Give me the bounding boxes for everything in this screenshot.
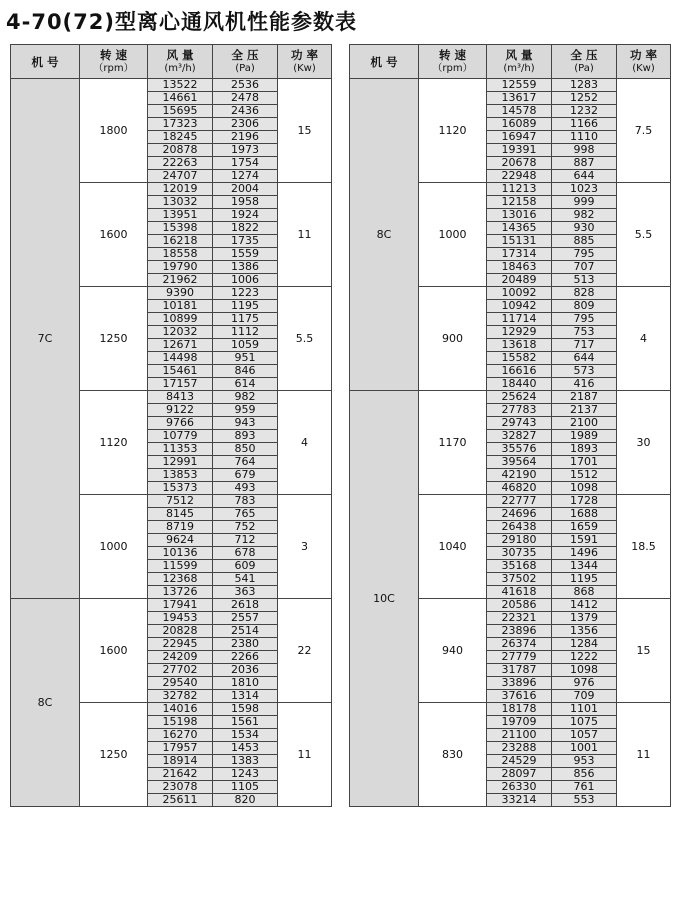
pressure-cell: 943 xyxy=(213,417,278,430)
header-speed-unit: （rpm） xyxy=(432,62,473,74)
flow-cell: 9766 xyxy=(148,417,213,430)
pressure-cell: 1973 xyxy=(213,144,278,157)
power-cell: 5.5 xyxy=(278,287,332,391)
speed-cell: 900 xyxy=(419,287,487,391)
pressure-cell: 1496 xyxy=(552,547,617,560)
flow-cell: 12671 xyxy=(148,339,213,352)
pressure-cell: 1688 xyxy=(552,508,617,521)
flow-cell: 22945 xyxy=(148,638,213,651)
pressure-cell: 850 xyxy=(213,443,278,456)
flow-cell: 15373 xyxy=(148,482,213,495)
flow-cell: 24209 xyxy=(148,651,213,664)
speed-cell: 1120 xyxy=(419,79,487,183)
pressure-cell: 2306 xyxy=(213,118,278,131)
flow-cell: 22948 xyxy=(487,170,552,183)
pressure-cell: 2436 xyxy=(213,105,278,118)
speed-cell: 1000 xyxy=(419,183,487,287)
speed-cell: 1040 xyxy=(419,495,487,599)
header-speed xyxy=(419,45,487,79)
flow-cell: 10899 xyxy=(148,313,213,326)
power-cell: 5.5 xyxy=(617,183,671,287)
flow-cell: 20678 xyxy=(487,157,552,170)
speed-cell: 1120 xyxy=(80,391,148,495)
header-speed-label: 转 速 xyxy=(99,47,127,62)
table-row xyxy=(11,79,332,92)
header-model-label: 机 号 xyxy=(370,54,398,69)
pressure-cell: 709 xyxy=(552,690,617,703)
flow-cell: 18440 xyxy=(487,378,552,391)
pressure-cell: 795 xyxy=(552,313,617,326)
header-model xyxy=(350,45,419,79)
performance-table-right xyxy=(349,44,671,807)
pressure-cell: 752 xyxy=(213,521,278,534)
header-power xyxy=(617,45,671,79)
pressure-cell: 1166 xyxy=(552,118,617,131)
header-pressure-unit: (Pa) xyxy=(574,62,594,74)
flow-cell: 20586 xyxy=(487,599,552,612)
flow-cell: 9390 xyxy=(148,287,213,300)
header-flow-unit: (m³/h) xyxy=(503,62,535,74)
flow-cell: 29180 xyxy=(487,534,552,547)
pressure-cell: 1810 xyxy=(213,677,278,690)
header-pressure xyxy=(213,45,278,79)
flow-cell: 23078 xyxy=(148,781,213,794)
flow-cell: 8145 xyxy=(148,508,213,521)
pressure-cell: 1728 xyxy=(552,495,617,508)
header-power xyxy=(278,45,332,79)
header-speed-label: 转 速 xyxy=(438,47,466,62)
header-speed-unit: （rpm） xyxy=(93,62,134,74)
flow-cell: 33896 xyxy=(487,677,552,690)
flow-cell: 28097 xyxy=(487,768,552,781)
flow-cell: 18914 xyxy=(148,755,213,768)
power-cell: 4 xyxy=(278,391,332,495)
flow-cell: 14578 xyxy=(487,105,552,118)
pressure-cell: 2100 xyxy=(552,417,617,430)
speed-cell: 1000 xyxy=(80,495,148,599)
pressure-cell: 1243 xyxy=(213,768,278,781)
speed-cell: 1170 xyxy=(419,391,487,495)
flow-cell: 8413 xyxy=(148,391,213,404)
flow-cell: 27779 xyxy=(487,651,552,664)
pressure-cell: 2380 xyxy=(213,638,278,651)
flow-cell: 14016 xyxy=(148,703,213,716)
pressure-cell: 1283 xyxy=(552,79,617,92)
pressure-cell: 1110 xyxy=(552,131,617,144)
pressure-cell: 1735 xyxy=(213,235,278,248)
table-body-left xyxy=(11,79,332,807)
flow-cell: 39564 xyxy=(487,456,552,469)
pressure-cell: 717 xyxy=(552,339,617,352)
pressure-cell: 846 xyxy=(213,365,278,378)
pressure-cell: 999 xyxy=(552,196,617,209)
header-power-unit: (Kw) xyxy=(293,62,316,74)
header-pressure-label: 全 压 xyxy=(570,47,598,62)
power-cell: 11 xyxy=(278,183,332,287)
flow-cell: 13016 xyxy=(487,209,552,222)
header-power-label: 功 率 xyxy=(629,47,657,62)
flow-cell: 12158 xyxy=(487,196,552,209)
flow-cell: 17314 xyxy=(487,248,552,261)
flow-cell: 37616 xyxy=(487,690,552,703)
flow-cell: 19790 xyxy=(148,261,213,274)
flow-cell: 12559 xyxy=(487,79,552,92)
pressure-cell: 976 xyxy=(552,677,617,690)
flow-cell: 41618 xyxy=(487,586,552,599)
pressure-cell: 1222 xyxy=(552,651,617,664)
header-row xyxy=(11,45,332,79)
pressure-cell: 1598 xyxy=(213,703,278,716)
pressure-cell: 1006 xyxy=(213,274,278,287)
performance-table-left xyxy=(10,44,332,807)
flow-cell: 20489 xyxy=(487,274,552,287)
header-power-label: 功 率 xyxy=(290,47,318,62)
model-cell: 8C xyxy=(350,79,419,391)
power-cell: 11 xyxy=(617,703,671,807)
header-model-label: 机 号 xyxy=(31,54,59,69)
flow-cell: 15461 xyxy=(148,365,213,378)
flow-cell: 12032 xyxy=(148,326,213,339)
pressure-cell: 1195 xyxy=(552,573,617,586)
pressure-cell: 1561 xyxy=(213,716,278,729)
power-cell: 15 xyxy=(617,599,671,703)
pressure-cell: 609 xyxy=(213,560,278,573)
pressure-cell: 795 xyxy=(552,248,617,261)
flow-cell: 21962 xyxy=(148,274,213,287)
pressure-cell: 1924 xyxy=(213,209,278,222)
pressure-cell: 2036 xyxy=(213,664,278,677)
flow-cell: 15582 xyxy=(487,352,552,365)
flow-cell: 17323 xyxy=(148,118,213,131)
flow-cell: 29540 xyxy=(148,677,213,690)
flow-cell: 18245 xyxy=(148,131,213,144)
pressure-cell: 764 xyxy=(213,456,278,469)
pressure-cell: 2196 xyxy=(213,131,278,144)
flow-cell: 12019 xyxy=(148,183,213,196)
flow-cell: 11353 xyxy=(148,443,213,456)
speed-cell: 1800 xyxy=(80,79,148,183)
power-cell: 4 xyxy=(617,287,671,391)
pressure-cell: 1659 xyxy=(552,521,617,534)
flow-cell: 20878 xyxy=(148,144,213,157)
pressure-cell: 2187 xyxy=(552,391,617,404)
flow-cell: 29743 xyxy=(487,417,552,430)
flow-cell: 32782 xyxy=(148,690,213,703)
flow-cell: 46820 xyxy=(487,482,552,495)
pressure-cell: 1001 xyxy=(552,742,617,755)
pressure-cell: 809 xyxy=(552,300,617,313)
flow-cell: 26438 xyxy=(487,521,552,534)
pressure-cell: 493 xyxy=(213,482,278,495)
flow-cell: 15398 xyxy=(148,222,213,235)
pressure-cell: 1379 xyxy=(552,612,617,625)
power-cell: 7.5 xyxy=(617,79,671,183)
flow-cell: 11599 xyxy=(148,560,213,573)
flow-cell: 10136 xyxy=(148,547,213,560)
header-pressure-unit: (Pa) xyxy=(235,62,255,74)
pressure-cell: 644 xyxy=(552,352,617,365)
header-flow xyxy=(487,45,552,79)
flow-cell: 42190 xyxy=(487,469,552,482)
flow-cell: 22263 xyxy=(148,157,213,170)
flow-cell: 23896 xyxy=(487,625,552,638)
pressure-cell: 1453 xyxy=(213,742,278,755)
flow-cell: 25624 xyxy=(487,391,552,404)
pressure-cell: 1105 xyxy=(213,781,278,794)
header-flow-unit: (m³/h) xyxy=(164,62,196,74)
header-row xyxy=(350,45,671,79)
pressure-cell: 893 xyxy=(213,430,278,443)
pressure-cell: 707 xyxy=(552,261,617,274)
flow-cell: 11714 xyxy=(487,313,552,326)
pressure-cell: 1075 xyxy=(552,716,617,729)
pressure-cell: 1314 xyxy=(213,690,278,703)
flow-cell: 26330 xyxy=(487,781,552,794)
pressure-cell: 614 xyxy=(213,378,278,391)
flow-cell: 17957 xyxy=(148,742,213,755)
flow-cell: 35576 xyxy=(487,443,552,456)
flow-cell: 15198 xyxy=(148,716,213,729)
flow-cell: 18178 xyxy=(487,703,552,716)
flow-cell: 9122 xyxy=(148,404,213,417)
pressure-cell: 1512 xyxy=(552,469,617,482)
pressure-cell: 959 xyxy=(213,404,278,417)
flow-cell: 15131 xyxy=(487,235,552,248)
header-model xyxy=(11,45,80,79)
pressure-cell: 1412 xyxy=(552,599,617,612)
flow-cell: 27783 xyxy=(487,404,552,417)
flow-cell: 21100 xyxy=(487,729,552,742)
flow-cell: 21642 xyxy=(148,768,213,781)
pressure-cell: 416 xyxy=(552,378,617,391)
pressure-cell: 2004 xyxy=(213,183,278,196)
pressure-cell: 1175 xyxy=(213,313,278,326)
header-flow xyxy=(148,45,213,79)
flow-cell: 13726 xyxy=(148,586,213,599)
pressure-cell: 513 xyxy=(552,274,617,287)
pressure-cell: 753 xyxy=(552,326,617,339)
flow-cell: 10942 xyxy=(487,300,552,313)
pressure-cell: 868 xyxy=(552,586,617,599)
pressure-cell: 1195 xyxy=(213,300,278,313)
flow-cell: 11213 xyxy=(487,183,552,196)
flow-cell: 22321 xyxy=(487,612,552,625)
pressure-cell: 644 xyxy=(552,170,617,183)
flow-cell: 9624 xyxy=(148,534,213,547)
flow-cell: 24696 xyxy=(487,508,552,521)
flow-cell: 33214 xyxy=(487,794,552,807)
pressure-cell: 1232 xyxy=(552,105,617,118)
flow-cell: 22777 xyxy=(487,495,552,508)
pressure-cell: 1023 xyxy=(552,183,617,196)
page-title: 4-70(72)型离心通风机性能参数表 xyxy=(6,10,357,34)
pressure-cell: 1356 xyxy=(552,625,617,638)
flow-cell: 15695 xyxy=(148,105,213,118)
flow-cell: 16218 xyxy=(148,235,213,248)
flow-cell: 13951 xyxy=(148,209,213,222)
pressure-cell: 1383 xyxy=(213,755,278,768)
pressure-cell: 363 xyxy=(213,586,278,599)
pressure-cell: 712 xyxy=(213,534,278,547)
flow-cell: 30735 xyxy=(487,547,552,560)
speed-cell: 1600 xyxy=(80,183,148,287)
pressure-cell: 982 xyxy=(552,209,617,222)
pressure-cell: 2266 xyxy=(213,651,278,664)
speed-cell: 830 xyxy=(419,703,487,807)
pressure-cell: 1223 xyxy=(213,287,278,300)
power-cell: 11 xyxy=(278,703,332,807)
model-cell: 8C xyxy=(11,599,80,807)
pressure-cell: 998 xyxy=(552,144,617,157)
pressure-cell: 1958 xyxy=(213,196,278,209)
pressure-cell: 1591 xyxy=(552,534,617,547)
flow-cell: 12929 xyxy=(487,326,552,339)
header-power-unit: (Kw) xyxy=(632,62,655,74)
flow-cell: 16616 xyxy=(487,365,552,378)
flow-cell: 10779 xyxy=(148,430,213,443)
table-row xyxy=(350,391,671,404)
pressure-cell: 1893 xyxy=(552,443,617,456)
flow-cell: 27702 xyxy=(148,664,213,677)
table-row xyxy=(350,79,671,92)
flow-cell: 19453 xyxy=(148,612,213,625)
pressure-cell: 828 xyxy=(552,287,617,300)
flow-cell: 17941 xyxy=(148,599,213,612)
pressure-cell: 1989 xyxy=(552,430,617,443)
pressure-cell: 1252 xyxy=(552,92,617,105)
header-pressure xyxy=(552,45,617,79)
speed-cell: 940 xyxy=(419,599,487,703)
flow-cell: 35168 xyxy=(487,560,552,573)
pressure-cell: 761 xyxy=(552,781,617,794)
pressure-cell: 1754 xyxy=(213,157,278,170)
flow-cell: 23288 xyxy=(487,742,552,755)
flow-cell: 32827 xyxy=(487,430,552,443)
pressure-cell: 1059 xyxy=(213,339,278,352)
pressure-cell: 1098 xyxy=(552,482,617,495)
pressure-cell: 1057 xyxy=(552,729,617,742)
speed-cell: 1250 xyxy=(80,287,148,391)
speed-cell: 1250 xyxy=(80,703,148,807)
flow-cell: 12991 xyxy=(148,456,213,469)
flow-cell: 37502 xyxy=(487,573,552,586)
pressure-cell: 930 xyxy=(552,222,617,235)
flow-cell: 24707 xyxy=(148,170,213,183)
pressure-cell: 1701 xyxy=(552,456,617,469)
table-body-right xyxy=(350,79,671,807)
pressure-cell: 2557 xyxy=(213,612,278,625)
pressure-cell: 1284 xyxy=(552,638,617,651)
header-flow-label: 风 量 xyxy=(505,47,533,62)
pressure-cell: 1386 xyxy=(213,261,278,274)
flow-cell: 14498 xyxy=(148,352,213,365)
flow-cell: 20828 xyxy=(148,625,213,638)
flow-cell: 7512 xyxy=(148,495,213,508)
pressure-cell: 820 xyxy=(213,794,278,807)
pressure-cell: 1098 xyxy=(552,664,617,677)
pressure-cell: 2137 xyxy=(552,404,617,417)
flow-cell: 12368 xyxy=(148,573,213,586)
pressure-cell: 1822 xyxy=(213,222,278,235)
pressure-cell: 856 xyxy=(552,768,617,781)
pressure-cell: 2478 xyxy=(213,92,278,105)
flow-cell: 19709 xyxy=(487,716,552,729)
flow-cell: 25611 xyxy=(148,794,213,807)
flow-cell: 10181 xyxy=(148,300,213,313)
pressure-cell: 678 xyxy=(213,547,278,560)
flow-cell: 13618 xyxy=(487,339,552,352)
flow-cell: 26374 xyxy=(487,638,552,651)
flow-cell: 16089 xyxy=(487,118,552,131)
pressure-cell: 1112 xyxy=(213,326,278,339)
power-cell: 15 xyxy=(278,79,332,183)
header-speed xyxy=(80,45,148,79)
flow-cell: 19391 xyxy=(487,144,552,157)
power-cell: 30 xyxy=(617,391,671,495)
flow-cell: 13617 xyxy=(487,92,552,105)
power-cell: 22 xyxy=(278,599,332,703)
pressure-cell: 1274 xyxy=(213,170,278,183)
pressure-cell: 1559 xyxy=(213,248,278,261)
model-cell: 10C xyxy=(350,391,419,807)
pressure-cell: 982 xyxy=(213,391,278,404)
table-row xyxy=(11,599,332,612)
flow-cell: 16947 xyxy=(487,131,552,144)
pressure-cell: 553 xyxy=(552,794,617,807)
flow-cell: 8719 xyxy=(148,521,213,534)
pressure-cell: 541 xyxy=(213,573,278,586)
flow-cell: 13032 xyxy=(148,196,213,209)
pressure-cell: 2514 xyxy=(213,625,278,638)
pressure-cell: 887 xyxy=(552,157,617,170)
pressure-cell: 2536 xyxy=(213,79,278,92)
flow-cell: 31787 xyxy=(487,664,552,677)
flow-cell: 16270 xyxy=(148,729,213,742)
flow-cell: 18558 xyxy=(148,248,213,261)
flow-cell: 13522 xyxy=(148,79,213,92)
power-cell: 18.5 xyxy=(617,495,671,599)
header-flow-label: 风 量 xyxy=(166,47,194,62)
pressure-cell: 1534 xyxy=(213,729,278,742)
pressure-cell: 951 xyxy=(213,352,278,365)
flow-cell: 17157 xyxy=(148,378,213,391)
pressure-cell: 679 xyxy=(213,469,278,482)
pressure-cell: 2618 xyxy=(213,599,278,612)
pressure-cell: 953 xyxy=(552,755,617,768)
pressure-cell: 1344 xyxy=(552,560,617,573)
power-cell: 3 xyxy=(278,495,332,599)
flow-cell: 24529 xyxy=(487,755,552,768)
pressure-cell: 573 xyxy=(552,365,617,378)
flow-cell: 14365 xyxy=(487,222,552,235)
flow-cell: 18463 xyxy=(487,261,552,274)
pressure-cell: 885 xyxy=(552,235,617,248)
flow-cell: 14661 xyxy=(148,92,213,105)
model-cell: 7C xyxy=(11,79,80,599)
speed-cell: 1600 xyxy=(80,599,148,703)
pressure-cell: 1101 xyxy=(552,703,617,716)
pressure-cell: 765 xyxy=(213,508,278,521)
pressure-cell: 783 xyxy=(213,495,278,508)
flow-cell: 13853 xyxy=(148,469,213,482)
flow-cell: 10092 xyxy=(487,287,552,300)
header-pressure-label: 全 压 xyxy=(231,47,259,62)
